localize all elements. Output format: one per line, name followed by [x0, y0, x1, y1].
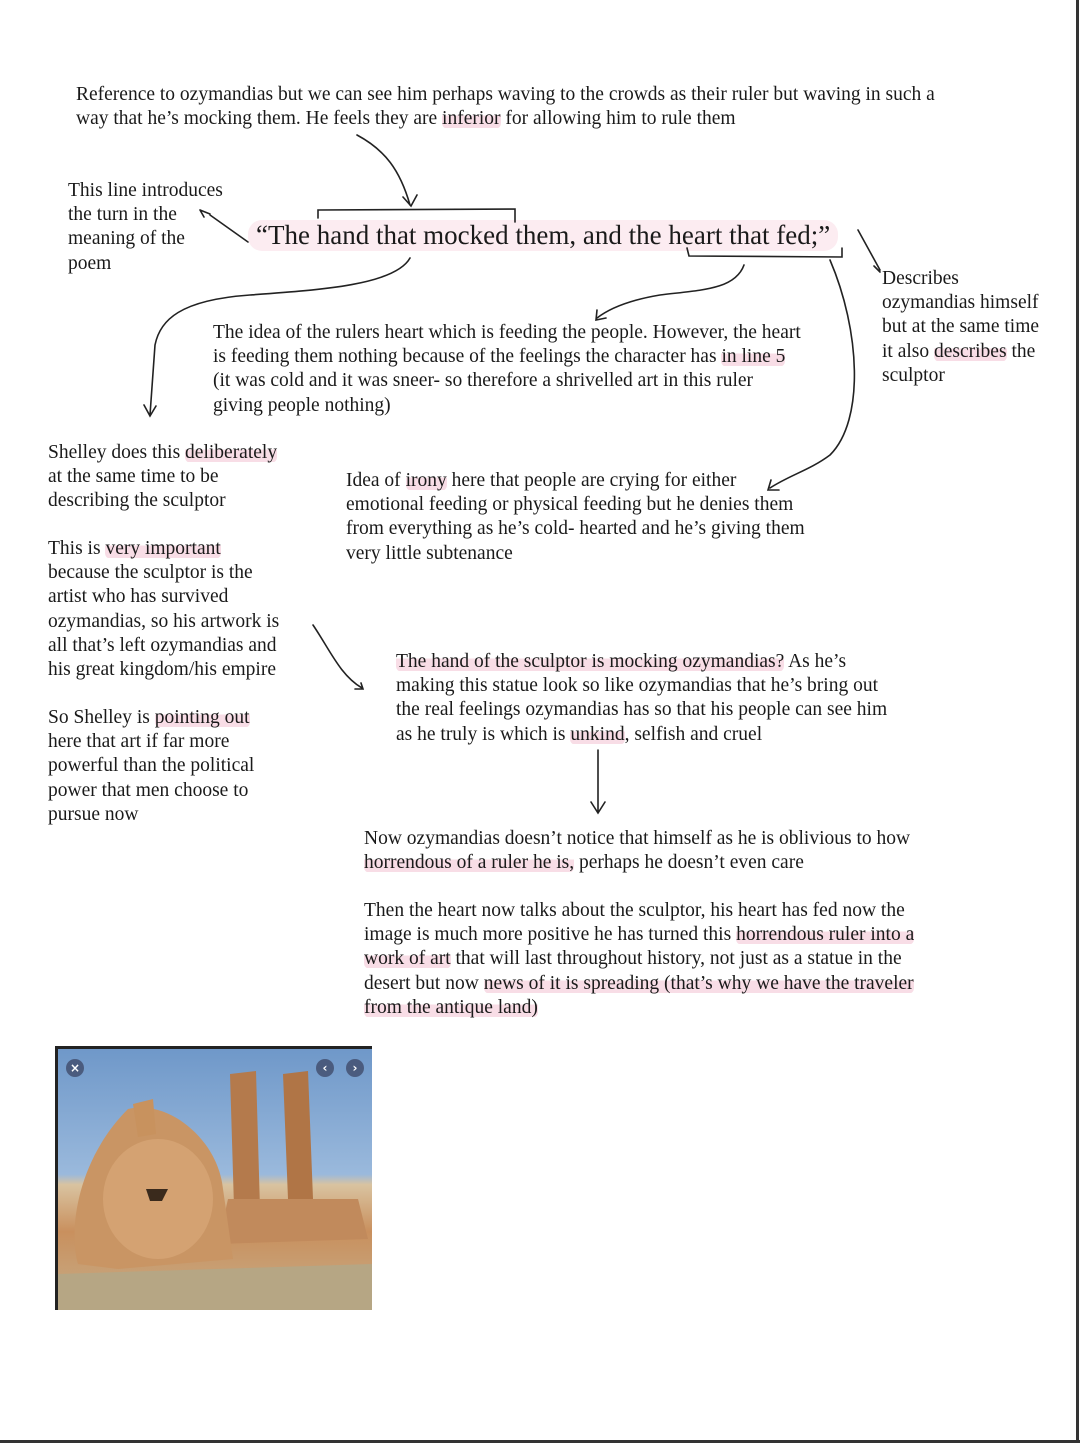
highlighted-text: inferior: [442, 108, 501, 130]
heart-note: [213, 321, 801, 418]
text-line: [48, 465, 277, 489]
text-segment: way that he’s mocking them. He feels they are: [76, 108, 443, 130]
arrow-sculptor-to-oblivious: [591, 750, 605, 813]
text-segment: as he truly is which is: [396, 723, 571, 745]
text-line: [396, 674, 887, 698]
highlighted-text: describes: [934, 340, 1007, 362]
text-line: [346, 469, 805, 493]
page-border-right: [1076, 0, 1079, 1443]
text-segment: describing the sculptor: [48, 490, 226, 512]
text-line: [364, 827, 910, 851]
text-line: [48, 658, 279, 682]
text-line: [396, 698, 887, 722]
text-line: [364, 972, 914, 996]
text-segment: power that men choose to: [48, 779, 249, 801]
chevron-left-icon[interactable]: ‹: [316, 1059, 334, 1077]
text-line: [364, 851, 910, 875]
highlighted-text: pointing out: [154, 707, 250, 728]
text-line: [213, 369, 801, 393]
text-segment: the turn in the: [68, 204, 177, 226]
text-segment: poem: [68, 252, 112, 274]
text-line: [346, 517, 805, 541]
close-icon[interactable]: ×: [66, 1059, 84, 1077]
highlighted-text: horrendous ruler into a: [736, 924, 915, 946]
text-segment: here that art if far more: [48, 731, 230, 753]
text-line: [48, 706, 254, 730]
arrow-heart-to-idea: [596, 265, 744, 320]
text-line: [882, 340, 1039, 364]
text-segment: This line introduces: [68, 180, 223, 201]
text-segment: here that people are crying for either: [446, 470, 737, 491]
text-line: [346, 542, 805, 566]
text-segment: pursue now: [48, 803, 139, 825]
text-segment: (it was cold and it was sneer- so therefore a shrivelled art in this ruler: [213, 370, 754, 392]
text-line: [882, 315, 1039, 339]
text-segment: Now ozymandias doesn’t notice that himself as he is oblivious to how: [364, 828, 911, 849]
arrow-important-to-sculptor: [313, 625, 363, 689]
text-line: [364, 923, 914, 947]
text-segment: So Shelley is: [48, 707, 155, 728]
text-line: [396, 723, 887, 747]
text-line: [882, 267, 1039, 291]
text-segment: artist who has survived: [48, 586, 229, 608]
text-segment: the: [1006, 340, 1036, 362]
text-segment: Shelley does this: [48, 442, 186, 463]
text-line: [48, 537, 279, 561]
text-line: [48, 561, 279, 585]
text-segment: very little subtenance: [346, 542, 513, 564]
text-segment: all that’s left ozymandias and: [48, 634, 277, 656]
text-segment: that will last throughout history, not just as a statue in the: [450, 948, 902, 970]
text-line: [48, 803, 254, 827]
oblivious-note: [364, 827, 910, 875]
ozymandias-statue-photo: [55, 1046, 372, 1310]
text-segment: , selfish and cruel: [624, 723, 763, 745]
text-line: [364, 947, 914, 971]
text-segment: at the same time to be: [48, 466, 219, 488]
shelley-note: [48, 441, 277, 514]
turn-note: [68, 179, 223, 276]
text-segment: is feeding them nothing because of the feelings the character has: [213, 346, 722, 368]
chevron-right-icon[interactable]: ›: [346, 1059, 364, 1077]
text-line: [48, 441, 277, 465]
text-segment: his great kingdom/his empire: [48, 659, 277, 681]
text-segment: sculptor: [882, 364, 945, 386]
text-segment: from everything as he’s cold- hearted and he’s giving them: [346, 518, 805, 540]
text-line: [76, 107, 935, 131]
text-segment: Then the heart now talks about the sculptor, his heart has fed now the: [364, 900, 905, 921]
text-segment: Idea of: [346, 470, 406, 491]
statue-illustration: [58, 1049, 372, 1310]
text-segment: Describes: [882, 268, 959, 289]
highlighted-text: horrendous of a ruler he is,: [364, 852, 575, 874]
text-line: [68, 227, 223, 251]
text-line: [364, 996, 914, 1020]
text-segment: it also: [882, 340, 934, 362]
important-note: [48, 537, 279, 682]
highlighted-text: The hand of the sculptor is mocking ozymandias?: [396, 651, 785, 672]
text-line: [48, 779, 254, 803]
text-line: [213, 394, 801, 418]
text-segment: perhaps he doesn’t even care: [574, 852, 804, 874]
text-segment: because the sculptor is the: [48, 562, 253, 584]
highlighted-text: news of it is spreading (that’s why we have the traveler: [483, 972, 914, 994]
text-segment: ozymandias, so his artwork is: [48, 610, 280, 632]
text-line: [364, 899, 914, 923]
text-segment: emotional feeding or physical feeding but he denies them: [346, 494, 794, 516]
text-line: [882, 364, 1039, 388]
text-line: [68, 203, 223, 227]
text-line: [68, 179, 223, 203]
text-line: [48, 730, 254, 754]
text-segment: powerful than the political: [48, 755, 255, 777]
text-line: [882, 291, 1039, 315]
text-segment: giving people nothing): [213, 394, 391, 416]
text-line: [76, 83, 935, 107]
heart-sculptor-note: [364, 899, 914, 1020]
text-segment: image is much more positive he has turned this: [364, 924, 737, 946]
text-line: [48, 634, 279, 658]
highlighted-text: in line 5: [721, 346, 786, 368]
text-segment: As he’s: [784, 651, 847, 672]
text-line: [346, 493, 805, 517]
text-segment: ozymandias himself: [882, 292, 1039, 314]
text-segment: The idea of the rulers heart which is feeding the people. However, the heart: [213, 322, 801, 343]
describes-note: [882, 267, 1039, 388]
top-note: [76, 83, 935, 131]
highlighted-text: from the antique land): [364, 996, 538, 1018]
text-segment: making this statue look so like ozymandias that he’s bring out: [396, 675, 879, 697]
arrow-quote-to-describes: [858, 230, 880, 272]
pointing-note: [48, 706, 254, 827]
sculptor-note: [396, 650, 887, 747]
irony-note: [346, 469, 805, 566]
arrow-top-to-quote: [357, 135, 417, 206]
text-line: [48, 754, 254, 778]
highlighted-text: irony: [405, 470, 447, 491]
text-segment: the real feelings ozymandias has so that his people can see him: [396, 699, 888, 721]
text-segment: Reference to ozymandias but we can see him perhaps waving to the crowds as their ruler but waving in such a: [76, 84, 935, 105]
text-segment: desert but now: [364, 972, 484, 994]
poem-quote: “The hand that mocked them, and the heart that fed;”: [248, 220, 838, 251]
text-segment: for allowing him to rule them: [500, 108, 736, 130]
highlighted-text: work of art: [364, 948, 451, 970]
text-line: [48, 585, 279, 609]
text-line: [48, 489, 277, 513]
text-segment: but at the same time: [882, 316, 1040, 338]
text-line: [213, 345, 801, 369]
highlighted-text: very important: [105, 538, 221, 559]
text-line: [213, 321, 801, 345]
text-segment: This is: [48, 538, 106, 559]
text-segment: meaning of the: [68, 228, 185, 250]
text-line: [68, 252, 223, 276]
highlighted-text: unkind: [570, 723, 625, 745]
highlighted-text: deliberately: [185, 442, 278, 463]
text-line: [48, 610, 279, 634]
text-line: [396, 650, 887, 674]
